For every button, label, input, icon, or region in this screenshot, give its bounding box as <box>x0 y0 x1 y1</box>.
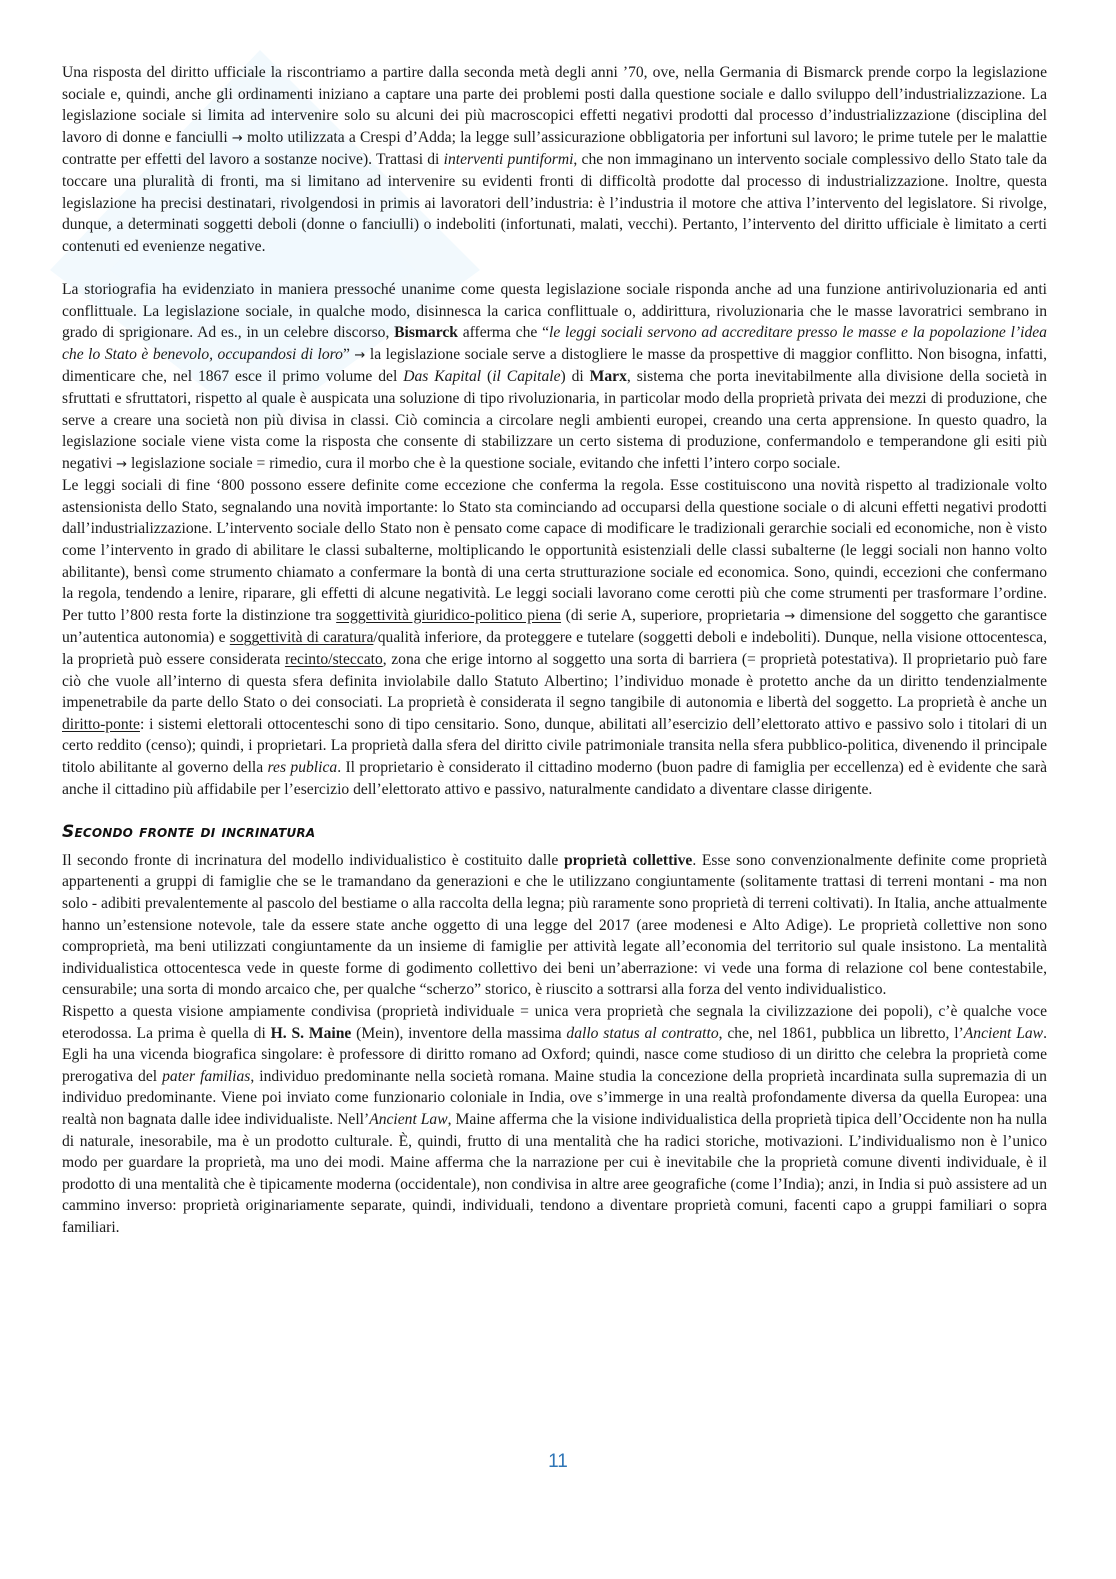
arrow-icon: → <box>231 130 243 146</box>
paragraph-4: Il secondo fronte di incrinatura del modello individualistico è costituito dalle proprietà collettive. Esse sono convenzionalmente definite come proprietà appartenenti a gruppi di famiglie che se le tramandano da generazioni e che le utilizzano congiuntamente (solitamente trattasi di terreni montani - ma non solo - adibiti prevalentemente al pascolo del bestiame o alla raccolta della legna; più raramente sono proprietà di terreni coltivati). In Italia, anche attualmente hanno un’estensione notevole, tale da essere state anche oggetto di una legge del 2017 (aree modenesi e Alto Adige). Le proprietà collettive non sono comproprietà, ma beni utilizzati congiuntamente da un insieme di famiglie per attività legate all’economia del territorio sul quale insistono. La mentalità individualistica ottocentesca vede in queste forme di godimento collettivo dei beni un’aberrazione: vi vede una forma di relazione col bene contestabile, censurabile; una sorta di mondo arcaico che, per qualche “scherzo” storico, è riuscito a sottrarsi alla forza del vento individualistico. <box>62 851 1047 999</box>
document-body <box>62 62 1047 1238</box>
paragraph-2: La storiografia ha evidenziato in maniera pressoché unanime come questa legislazione sociale risponda anche ad una funzione antirivoluzionaria ed anti conflittuale. La legislazione sociale, in qualche modo, disinnesca la carica conflittuale o, addirittura, rivoluzionaria che le masse lavoratrici sembrano in grado di sprigionare. Ad es., in un celebre discorso, Bismarck afferma che “le leggi sociali servono ad accreditare presso le masse e la popolazione l’idea che lo Stato è benevolo, occupandosi di loro” → la legislazione sociale serve a distogliere le masse da prospettive di maggior conflitto. Non bisogna, infatti, dimenticare che, nel 1867 esce il primo volume del Das Kapital (il Capitale) di Marx, sistema che porta inevitabilmente alla divisione della società in sfruttati e sfruttatori, rispetto al quale è auspicata una soluzione di tipo rivoluzionaria, in particolar modo della proprietà privata dei mezzi di produzione, che serve a creare una società non più divisa in classi. Ciò comincia a circolare negli ambienti europei, creando una certa apprensione. In questo quadro, la legislazione sociale viene vista come la risposta che consente di stabilizzare un certo sistema di produzione, confermandolo e temperandone gli esiti più negativi → legislazione sociale = rimedio, cura il morbo che è la questione sociale, evitando che infetti l’intero corpo sociale. <box>62 280 1047 472</box>
arrow-icon: → <box>784 608 796 624</box>
arrow-icon: → <box>116 456 128 472</box>
section-heading: Secondo fronte di incrinatura <box>62 822 316 843</box>
paragraph-5: Rispetto a questa visione ampiamente condivisa (proprietà individuale = unica vera proprietà che segnala la civilizzazione dei popoli), c’è qualche voce eterodossa. La prima è quella di H. S. Maine (Mein), inventore della massima dallo status al contratto, che, nel 1861, pubblica un libretto, l’Ancient Law. Egli ha una vicenda biografica singolare: è professore di diritto romano ad Oxford; quindi, nasce come studioso di un diritto che celebra la proprietà come prerogativa del pater familias, individuo predominante nella società romana. Maine studia la concezione della proprietà incardinata sulla supremazia di un individuo predominante. Viene poi inviato come funzionario coloniale in India, ove s’immerge in una realtà profondamente diversa da quella Europea: una realtà non bagnata dalle idee individualiste. Nell’Ancient Law, Maine afferma che la visione individualistica della proprietà tipica dell’Occidente non ha nulla di naturale, inesorabile, ma è un prodotto culturale. È, quindi, frutto di una mentalità che ha radici storiche, motivazioni. L’individualismo non è l’unico modo per guardare la proprietà, ma uno dei modi. Maine afferma che la narrazione per cui è inevitabile che la proprietà comune diventi individuale, è il prodotto di una mentalità che è tipicamente moderna (occidentale), non condivisa in altre aree geografiche (come l’India); anzi, in India si può assistere ad un cammino inverso: proprietà originariamente separate, quindi, individuali, tendono a diventare proprietà comuni, facenti capo a gruppi familiari o sopra familiari. <box>62 1002 1048 1236</box>
paragraph-1: Una risposta del diritto ufficiale la riscontriamo a partire dalla seconda metà degli anni ’70, ove, nella Germania di Bismarck prende corpo la legislazione sociale e, quindi, anche gli ordinamenti iniziano a captare una parte dei problemi posti dalla questione sociale e dallo sviluppo dell’industrializzazione. La legislazione sociale si limita ad intervenire solo su alcuni dei più macroscopici effetti negativi prodotti dal processo d’industrializzazione (disciplina del lavoro di donne e fanciulli → molto utilizzata a Crespi d’Adda; la legge sull’assicurazione obbligatoria per infortuni sul lavoro; le prime tutele per le malattie contratte per effetti del lavoro a sostanze nocive). Trattasi di interventi puntiformi, che non immaginano un intervento sociale complessivo dello Stato tale da toccare una pluralità di fronti, ma si limitano ad intervenire su evidenti fronti di difficoltà prodotte dal processo di industrializzazione. Inoltre, questa legislazione ha precisi destinatari, rivolgendosi in primis ai lavoratori dell’industria: è l’industria il motore che attiva l’intervento del legislatore. Si rivolge, dunque, a determinati soggetti deboli (donne o fanciulli) o indeboliti (infortunati, malati, vecchi). Pertanto, l’intervento del diritto ufficiale è limitato a certi contenuti ed evenienze negative. <box>62 64 1047 255</box>
arrow-icon: → <box>354 347 366 363</box>
page-number: 11 <box>548 1451 568 1472</box>
paragraph-3: Le leggi sociali di fine ‘800 possono essere definite come eccezione che conferma la regola. Esse costituiscono una novità rispetto al tradizionale volto astensionista dello Stato, segnalando una novità importante: lo Stato sta cominciando ad occuparsi della questione sociale o di alcuni effetti negativi prodotti dall’industrializzazione. L’intervento sociale dello Stato non è pensato come capace di modificare le tradizionali gerarchie sociali ed economiche, non è visto come l’intervento in grado di abilitare le classi subalterne, moltiplicando le opportunità esistenziali delle classi subalterne (le leggi sociali non hanno volto abilitante), bensì come strumento chiamato a confermare la bontà di una certa strutturazione sociale ed economica. Sono, quindi, eccezioni che confermano la regola, tendendo a lenire, riparare, gli effetti di alcune negatività. Le leggi sociali lavorano come cerotti più che come strumenti per trasformare l’ordine. Per tutto l’800 resta forte la distinzione tra soggettività giuridico-politico piena (di serie A, superiore, proprietaria → dimensione del soggetto che garantisce un’autentica autonomia) e soggettività di caratura/qualità inferiore, da proteggere e tutelare (soggetti deboli e indeboliti). Dunque, nella visione ottocentesca, la proprietà può essere considerata recinto/steccato, zona che erige intorno al soggetto una sorta di barriera (= proprietà potestativa). Il proprietario può fare ciò che vuole all’interno di questa sfera definita inviolabile dallo Statuto Albertino; l’individuo monade è protetto anche da un diritto tendenzialmente impenetrabile da parte dello Stato o dei consociati. La proprietà è considerata il segno tangibile di autonomia e libertà del soggetto. La proprietà è anche un diritto-ponte: i sistemi elettorali ottocenteschi sono di tipo censitario. Sono, dunque, abilitati all’esercizio dell’elettorato attivo e passivo solo i titolari di un certo reddito (censo); quindi, i proprietari. La proprietà dalla sfera del diritto civile patrimoniale transita nella sfera pubblico-politica, divenendo il principale titolo abilitante al governo della res publica. Il proprietario è considerato il cittadino moderno (buon padre di famiglia per eccellenza) ed è evidente che sarà anche il cittadino più affidabile per l’esercizio dell’elettorato attivo e passivo, naturalmente candidato a diventare classe dirigente. <box>62 477 1047 798</box>
